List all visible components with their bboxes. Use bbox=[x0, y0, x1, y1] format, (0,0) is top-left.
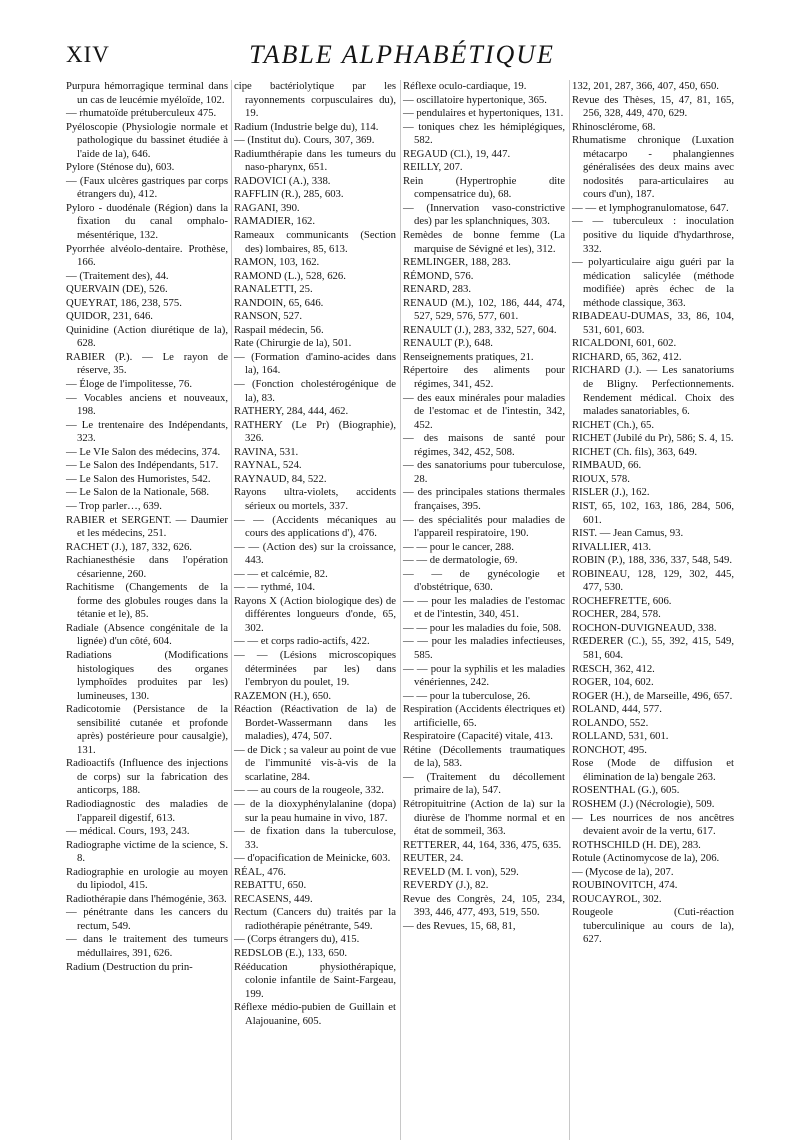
index-entry: Radiographe victime de la science, S. 8. bbox=[66, 838, 228, 865]
index-entry: Radiations (Modifications histologiques des organes lymphoïdes produites par les) lumineuses, 130. bbox=[66, 648, 228, 702]
index-entry: REVELD (M. I. von), 529. bbox=[403, 865, 519, 878]
index-entry: — polyarticulaire aigu guéri par la médication salicylée (méthode modifiée) après échec de la méthode classique, 363. bbox=[572, 256, 734, 309]
index-entry: Respiration (Accidents électriques et) artificielle, 65. bbox=[403, 703, 565, 729]
index-entry: — rhumatoïde prétuberculeux 475. bbox=[66, 107, 217, 120]
index-entry: — (Mycose de la), 207. bbox=[572, 865, 674, 878]
index-entry: ROGER (H.), de Marseille, 496, 657. bbox=[572, 689, 733, 702]
index-entry: — toniques chez les hémiplégiques, 582. bbox=[403, 120, 565, 147]
index-entry: RIST, 65, 102, 163, 186, 284, 506, 601. bbox=[572, 499, 734, 526]
index-entry: RENAULT (J.), 283, 332, 527, 604. bbox=[403, 323, 557, 336]
index-entry: RANALETTI, 25. bbox=[234, 283, 313, 296]
index-entry: — Trop parler…, 639. bbox=[66, 499, 162, 512]
index-entry: RABIER et SERGENT. — Daumier et les médecins, 251. bbox=[66, 513, 228, 540]
column-divider bbox=[400, 80, 401, 1140]
index-entry: Rein (Hypertrophie dite compensatrice du), 68. bbox=[403, 174, 565, 201]
index-entry: RICHET (Ch. fils), 363, 649. bbox=[572, 445, 698, 458]
index-entry: Radium (Industrie belge du), 114. bbox=[234, 120, 379, 133]
index-entry: Respiratoire (Capacité) vitale, 413. bbox=[403, 730, 553, 743]
index-entry: RIST. — Jean Camus, 93. bbox=[572, 527, 684, 540]
index-entry: ROBINEAU, 128, 129, 302, 445, 477, 530. bbox=[572, 567, 734, 594]
index-entry: REBATTU, 650. bbox=[234, 879, 307, 892]
index-entry: — des sanatoriums pour tuberculose, 28. bbox=[403, 459, 565, 485]
index-entry: RENAULT (P.), 648. bbox=[403, 337, 493, 350]
index-entry: — — pour la syphilis et les maladies vénériennes, 242. bbox=[403, 662, 565, 689]
index-entry: RADOVICI (A.), 338. bbox=[234, 174, 331, 187]
index-entry: — — (Lésions microscopiques déterminées par les) dans l'embryon du poulet, 19. bbox=[234, 648, 396, 689]
index-entry: — — pour la tuberculose, 26. bbox=[403, 689, 531, 702]
index-entry: RAMON, 103, 162. bbox=[234, 256, 320, 269]
index-entry: — Vocables anciens et nouveaux, 198. bbox=[66, 391, 228, 418]
index-entry: — — et lymphogranulomatose, 647. bbox=[572, 201, 729, 214]
index-entry: Pyloro - duodénale (Région) dans la fixation du canal omphalo-mésentérique, 132. bbox=[66, 201, 228, 242]
index-entry: RATHERY (Le Pr) (Biographie), 326. bbox=[234, 418, 396, 445]
index-entry: RÉMOND, 576. bbox=[403, 269, 474, 282]
index-column-2 bbox=[234, 80, 396, 1028]
index-entry: Rééducation physiothérapique, colonie infantile de Saint-Fargeau, 199. bbox=[234, 960, 396, 1000]
index-column-1 bbox=[66, 80, 228, 974]
index-entry: Rachianesthésie dans l'opération césarienne, 260. bbox=[66, 554, 228, 580]
index-entry: RENAUD (M.), 102, 186, 444, 474, 527, 529, 576, 577, 601. bbox=[403, 296, 565, 323]
index-entry: Rhumatisme chronique (Luxation métacarpo - phalangiennes généralisées des deux mains avec nodosités para-articulaires au cours d'un), 187. bbox=[572, 134, 734, 201]
index-entry: Réflexe oculo-cardiaque, 19. bbox=[403, 80, 527, 92]
index-entry: — Le trentenaire des Indépendants, 323. bbox=[66, 418, 228, 445]
index-entry: — des maisons de santé pour régimes, 342, 452, 508. bbox=[403, 432, 565, 458]
index-entry: QUIDOR, 231, 646. bbox=[66, 310, 153, 323]
index-entry: Rougeole (Cuti-réaction tuberculinique au cours de la), 627. bbox=[572, 906, 734, 946]
index-entry: — (Formation d'amino-acides dans la), 164. bbox=[234, 350, 396, 377]
index-entry: Revue des Congrès, 24, 105, 234, 393, 446, 477, 493, 519, 550. bbox=[403, 892, 565, 919]
index-entry: Pyéloscopie (Physiologie normale et pathologique du bassinet étudiée à l'aide de la), 646. bbox=[66, 120, 228, 160]
index-entry: Radiothérapie dans l'hémogénie, 363. bbox=[66, 892, 227, 905]
index-entry: Rate (Chirurgie de la), 501. bbox=[234, 337, 352, 350]
index-entry: ROLLAND, 531, 601. bbox=[572, 730, 669, 743]
index-entry: Radiale (Absence congénitale de la lignée) d'un côté, 604. bbox=[66, 621, 228, 648]
index-entry: — des principales stations thermales françaises, 395. bbox=[403, 486, 565, 512]
index-entry: REVERDY (J.), 82. bbox=[403, 879, 489, 892]
index-entry: — — rythmé, 104. bbox=[234, 581, 316, 594]
index-entry: RICHET (Jubilé du Pr), 586; S. 4, 15. bbox=[572, 432, 734, 445]
index-entry: — (Institut du). Cours, 307, 369. bbox=[234, 134, 375, 147]
index-entry: RENARD, 283. bbox=[403, 283, 471, 296]
index-entry: RICHET (Ch.), 65. bbox=[572, 418, 655, 431]
index-entry: Quinidine (Action diurétique de la), 628. bbox=[66, 323, 228, 350]
index-entry: — (Traitement des), 44. bbox=[66, 269, 169, 282]
index-entry: Radiodiagnostic des maladies de l'appareil digestif, 613. bbox=[66, 797, 228, 824]
index-entry: Rétine (Décollements traumatiques de la), 583. bbox=[403, 743, 565, 770]
index-entry: — des spécialités pour maladies de l'appareil respiratoire, 190. bbox=[403, 513, 565, 540]
index-entry: RAMOND (L.), 528, 626. bbox=[234, 269, 346, 282]
index-entry: — — au cours de la rougeole, 332. bbox=[234, 784, 384, 797]
index-entry: — (Innervation vaso-constrictive des) par les splanchniques, 303. bbox=[403, 201, 565, 228]
index-entry: — (Fonction cholestérogénique de la), 83. bbox=[234, 378, 396, 404]
index-entry: RAYNAL, 524. bbox=[234, 459, 302, 472]
index-entry: Radiographie en urologie au moyen du lipiodol, 415. bbox=[66, 865, 228, 892]
index-entry: Rayons ultra-violets, accidents sérieux ou mortels, 337. bbox=[234, 486, 396, 512]
index-entry: RACHET (J.), 187, 332, 626. bbox=[66, 540, 192, 553]
index-entry: Réaction (Réactivation de la) de Bordet-Wassermann dans les maladies), 474, 507. bbox=[234, 703, 396, 743]
index-entry: Radioactifs (Influence des injections de corps) sur la fabrication des anticorps, 188. bbox=[66, 757, 228, 797]
index-entry: — — (Accidents mécaniques au cours des applications d'), 476. bbox=[234, 513, 396, 540]
index-entry: RAZEMON (H.), 650. bbox=[234, 689, 332, 702]
index-entry: ROGER, 104, 602. bbox=[572, 676, 654, 689]
index-entry: — (Corps étrangers du), 415. bbox=[234, 933, 360, 946]
index-entry: Rose (Mode de diffusion et élimination de la) bengale 263. bbox=[572, 757, 734, 783]
index-entry: Rétropituitrine (Action de la) sur la diurèse de l'homme normal et en état de sommeil, 363. bbox=[403, 797, 565, 838]
index-entry: RŒSCH, 362, 412. bbox=[572, 662, 655, 675]
index-entry: RANSON, 527. bbox=[234, 310, 302, 323]
index-entry: ROUBINOVITCH, 474. bbox=[572, 879, 678, 892]
index-entry: — — pour les maladies de l'estomac et de l'intestin, 340, 451. bbox=[403, 594, 565, 621]
index-column-4 bbox=[572, 80, 734, 947]
index-entry: RONCHOT, 495. bbox=[572, 743, 647, 756]
index-entry: RICHARD, 65, 362, 412. bbox=[572, 350, 682, 363]
index-entry: Pylore (Sténose du), 603. bbox=[66, 161, 175, 174]
index-entry: Pyorrhée alvéolo-dentaire. Prothèse, 166. bbox=[66, 242, 228, 269]
index-entry: Rhinosclérome, 68. bbox=[572, 120, 656, 133]
index-entry: — des eaux minérales pour maladies de l'estomac et de l'intestin, 342, 452. bbox=[403, 391, 565, 431]
index-entry: — oscillatoire hypertonique, 365. bbox=[403, 93, 547, 106]
index-entry: REILLY, 207. bbox=[403, 161, 463, 174]
index-entry: — dans le traitement des tumeurs médullaires, 391, 626. bbox=[66, 933, 228, 959]
index-entry: RŒDERER (C.), 55, 392, 415, 549, 581, 604. bbox=[572, 635, 734, 661]
index-entry: — des Revues, 15, 68, 81, bbox=[403, 919, 516, 932]
index-entry: RATHERY, 284, 444, 462. bbox=[234, 405, 349, 418]
index-entry: RICHARD (J.). — Les sanatoriums de Bligny. Perfectionnements. Rendement médical. Choix des malades sanatoriables, 6. bbox=[572, 364, 734, 418]
index-entry: — Le Salon des Humoristes, 542. bbox=[66, 472, 211, 485]
page-number: XIV bbox=[66, 42, 110, 67]
index-columns bbox=[66, 80, 748, 1140]
index-entry: ROCHEFRETTE, 606. bbox=[572, 594, 672, 607]
index-entry: — Éloge de l'impolitesse, 76. bbox=[66, 378, 193, 391]
index-entry: Radiumthérapie dans les tumeurs du naso-pharynx, 651. bbox=[234, 147, 396, 174]
index-entry: RIVALLIER, 413. bbox=[572, 540, 652, 553]
index-entry: Purpura hémorragique terminal dans un cas de leucémie myéloïde, 102. bbox=[66, 80, 228, 106]
index-entry: ROLANDO, 552. bbox=[572, 716, 649, 729]
index-entry: — Le Salon de la Nationale, 568. bbox=[66, 486, 210, 499]
index-entry: ROTHSCHILD (H. DE), 283. bbox=[572, 838, 701, 851]
index-entry: — d'opacification de Meinicke, 603. bbox=[234, 852, 391, 865]
index-entry: — (Traitement du décollement primaire de la), 547. bbox=[403, 770, 565, 797]
index-entry: — — pour les maladies infectieuses, 585. bbox=[403, 635, 565, 661]
index-entry: RIBADEAU-DUMAS, 33, 86, 104, 531, 601, 603. bbox=[572, 310, 734, 336]
index-entry: 132, 201, 287, 366, 407, 450, 650. bbox=[572, 80, 719, 92]
index-entry: RECASENS, 449. bbox=[234, 892, 313, 905]
index-entry: Radicotomie (Persistance de la sensibilité cutanée et profonde après) postérieure pour causalgie), 131. bbox=[66, 703, 228, 756]
index-entry: RANDOIN, 65, 646. bbox=[234, 296, 324, 309]
index-entry: — Les nourrices de nos ancêtres devaient avoir de la vertu, 617. bbox=[572, 811, 734, 838]
index-entry: — — pour le cancer, 288. bbox=[403, 540, 514, 553]
index-entry: REGAUD (Cl.), 19, 447. bbox=[403, 147, 511, 160]
index-entry: Raspail médecin, 56. bbox=[234, 323, 324, 336]
index-entry: RETTERER, 44, 164, 336, 475, 635. bbox=[403, 838, 562, 851]
index-entry: Renseignements pratiques, 21. bbox=[403, 350, 534, 363]
index-entry: Rayons X (Action biologique des) de différentes longueurs d'onde, 65, 302. bbox=[234, 594, 396, 634]
index-entry: — pénétrante dans les cancers du rectum, 549. bbox=[66, 906, 228, 932]
index-entry: Rameaux communicants (Section des) lombaires, 85, 613. bbox=[234, 229, 396, 255]
index-entry: Répertoire des aliments pour régimes, 341, 452. bbox=[403, 364, 565, 391]
index-entry: — de la dioxyphénylalanine (dopa) sur la peau humaine in vivo, 187. bbox=[234, 797, 396, 824]
page-header bbox=[66, 40, 738, 76]
index-entry: — — de gynécologie et d'obstétrique, 630. bbox=[403, 567, 565, 594]
index-entry: Remèdes de bonne femme (La marquise de Sévigné et les), 312. bbox=[403, 229, 565, 255]
column-divider bbox=[231, 80, 232, 1140]
index-entry: — de fixation dans la tuberculose, 33. bbox=[234, 825, 396, 851]
index-entry: — — et corps radio-actifs, 422. bbox=[234, 635, 370, 648]
index-entry: Revue des Thèses, 15, 47, 81, 165, 256, 328, 449, 470, 629. bbox=[572, 93, 734, 120]
index-entry: — — de dermatologie, 69. bbox=[403, 554, 518, 567]
index-entry: Rachitisme (Changements de la forme des globules rouges dans la tétanie et le), 85. bbox=[66, 581, 228, 621]
index-entry: RAYNAUD, 84, 522. bbox=[234, 472, 327, 485]
index-entry: cipe bactériolytique par les rayonnements corpusculaires du), 19. bbox=[234, 80, 396, 120]
index-entry: RAVINA, 531. bbox=[234, 445, 299, 458]
index-entry: — Le VIe Salon des médecins, 374. bbox=[66, 445, 221, 458]
index-entry: RIMBAUD, 66. bbox=[572, 459, 642, 472]
index-entry: RAFFLIN (R.), 285, 603. bbox=[234, 188, 344, 201]
index-entry: RAMADIER, 162. bbox=[234, 215, 316, 228]
index-entry: — — tuberculeux : inoculation positive du liquide d'hydarthrose, 332. bbox=[572, 215, 734, 255]
index-entry: REUTER, 24. bbox=[403, 852, 464, 865]
index-entry: RÉAL, 476. bbox=[234, 865, 286, 878]
index-column-3 bbox=[403, 80, 565, 933]
index-entry: ROLAND, 444, 577. bbox=[572, 703, 662, 716]
index-entry: — — (Action des) sur la croissance, 443. bbox=[234, 540, 396, 567]
index-entry: Rotule (Actinomycose de la), 206. bbox=[572, 852, 720, 865]
index-entry: — (Faux ulcères gastriques par corps étrangers du), 412. bbox=[66, 174, 228, 201]
index-entry: QUEYRAT, 186, 238, 575. bbox=[66, 296, 182, 309]
index-entry: Rectum (Cancers du) traités par la radiothérapie pénétrante, 549. bbox=[234, 906, 396, 932]
index-entry: RISLER (J.), 162. bbox=[572, 486, 650, 499]
index-entry: ROCHON-DUVIGNEAUD, 338. bbox=[572, 621, 717, 634]
index-entry: QUERVAIN (DE), 526. bbox=[66, 283, 168, 296]
index-entry: REDSLOB (E.), 133, 650. bbox=[234, 947, 348, 959]
index-entry: — de Dick ; sa valeur au point de vue de l'immunité vis-à-vis de la scarlatine, 284. bbox=[234, 743, 396, 783]
index-entry: — pendulaires et hypertoniques, 131. bbox=[403, 107, 564, 120]
index-entry: ROBIN (P.), 188, 336, 337, 548, 549. bbox=[572, 554, 733, 567]
index-entry: Radium (Destruction du prin- bbox=[66, 960, 193, 973]
index-entry: Réflexe médio-pubien de Guillain et Alajouanine, 605. bbox=[234, 1001, 396, 1027]
index-entry: ROCHER, 284, 578. bbox=[572, 608, 661, 621]
index-entry: RICALDONI, 601, 602. bbox=[572, 337, 677, 350]
index-entry: ROSENTHAL (G.), 605. bbox=[572, 784, 680, 797]
column-divider bbox=[569, 80, 570, 1140]
index-entry: RIOUX, 578. bbox=[572, 472, 630, 485]
index-entry: ROSHEM (J.) (Nécrologie), 509. bbox=[572, 797, 715, 810]
index-entry: ROUCAYROL, 302. bbox=[572, 892, 662, 905]
index-entry: — médical. Cours, 193, 243. bbox=[66, 825, 190, 838]
index-entry: — Le Salon des Indépendants, 517. bbox=[66, 459, 219, 472]
index-entry: — — pour les maladies du foie, 508. bbox=[403, 621, 562, 634]
index-entry: — — et calcémie, 82. bbox=[234, 567, 328, 580]
page-title: TABLE ALPHABÉTIQUE bbox=[249, 40, 555, 69]
index-entry: REMLINGER, 188, 283. bbox=[403, 256, 511, 269]
index-entry: RABIER (P.). — Le rayon de réserve, 35. bbox=[66, 350, 228, 377]
index-entry: RAGANI, 390. bbox=[234, 201, 300, 214]
